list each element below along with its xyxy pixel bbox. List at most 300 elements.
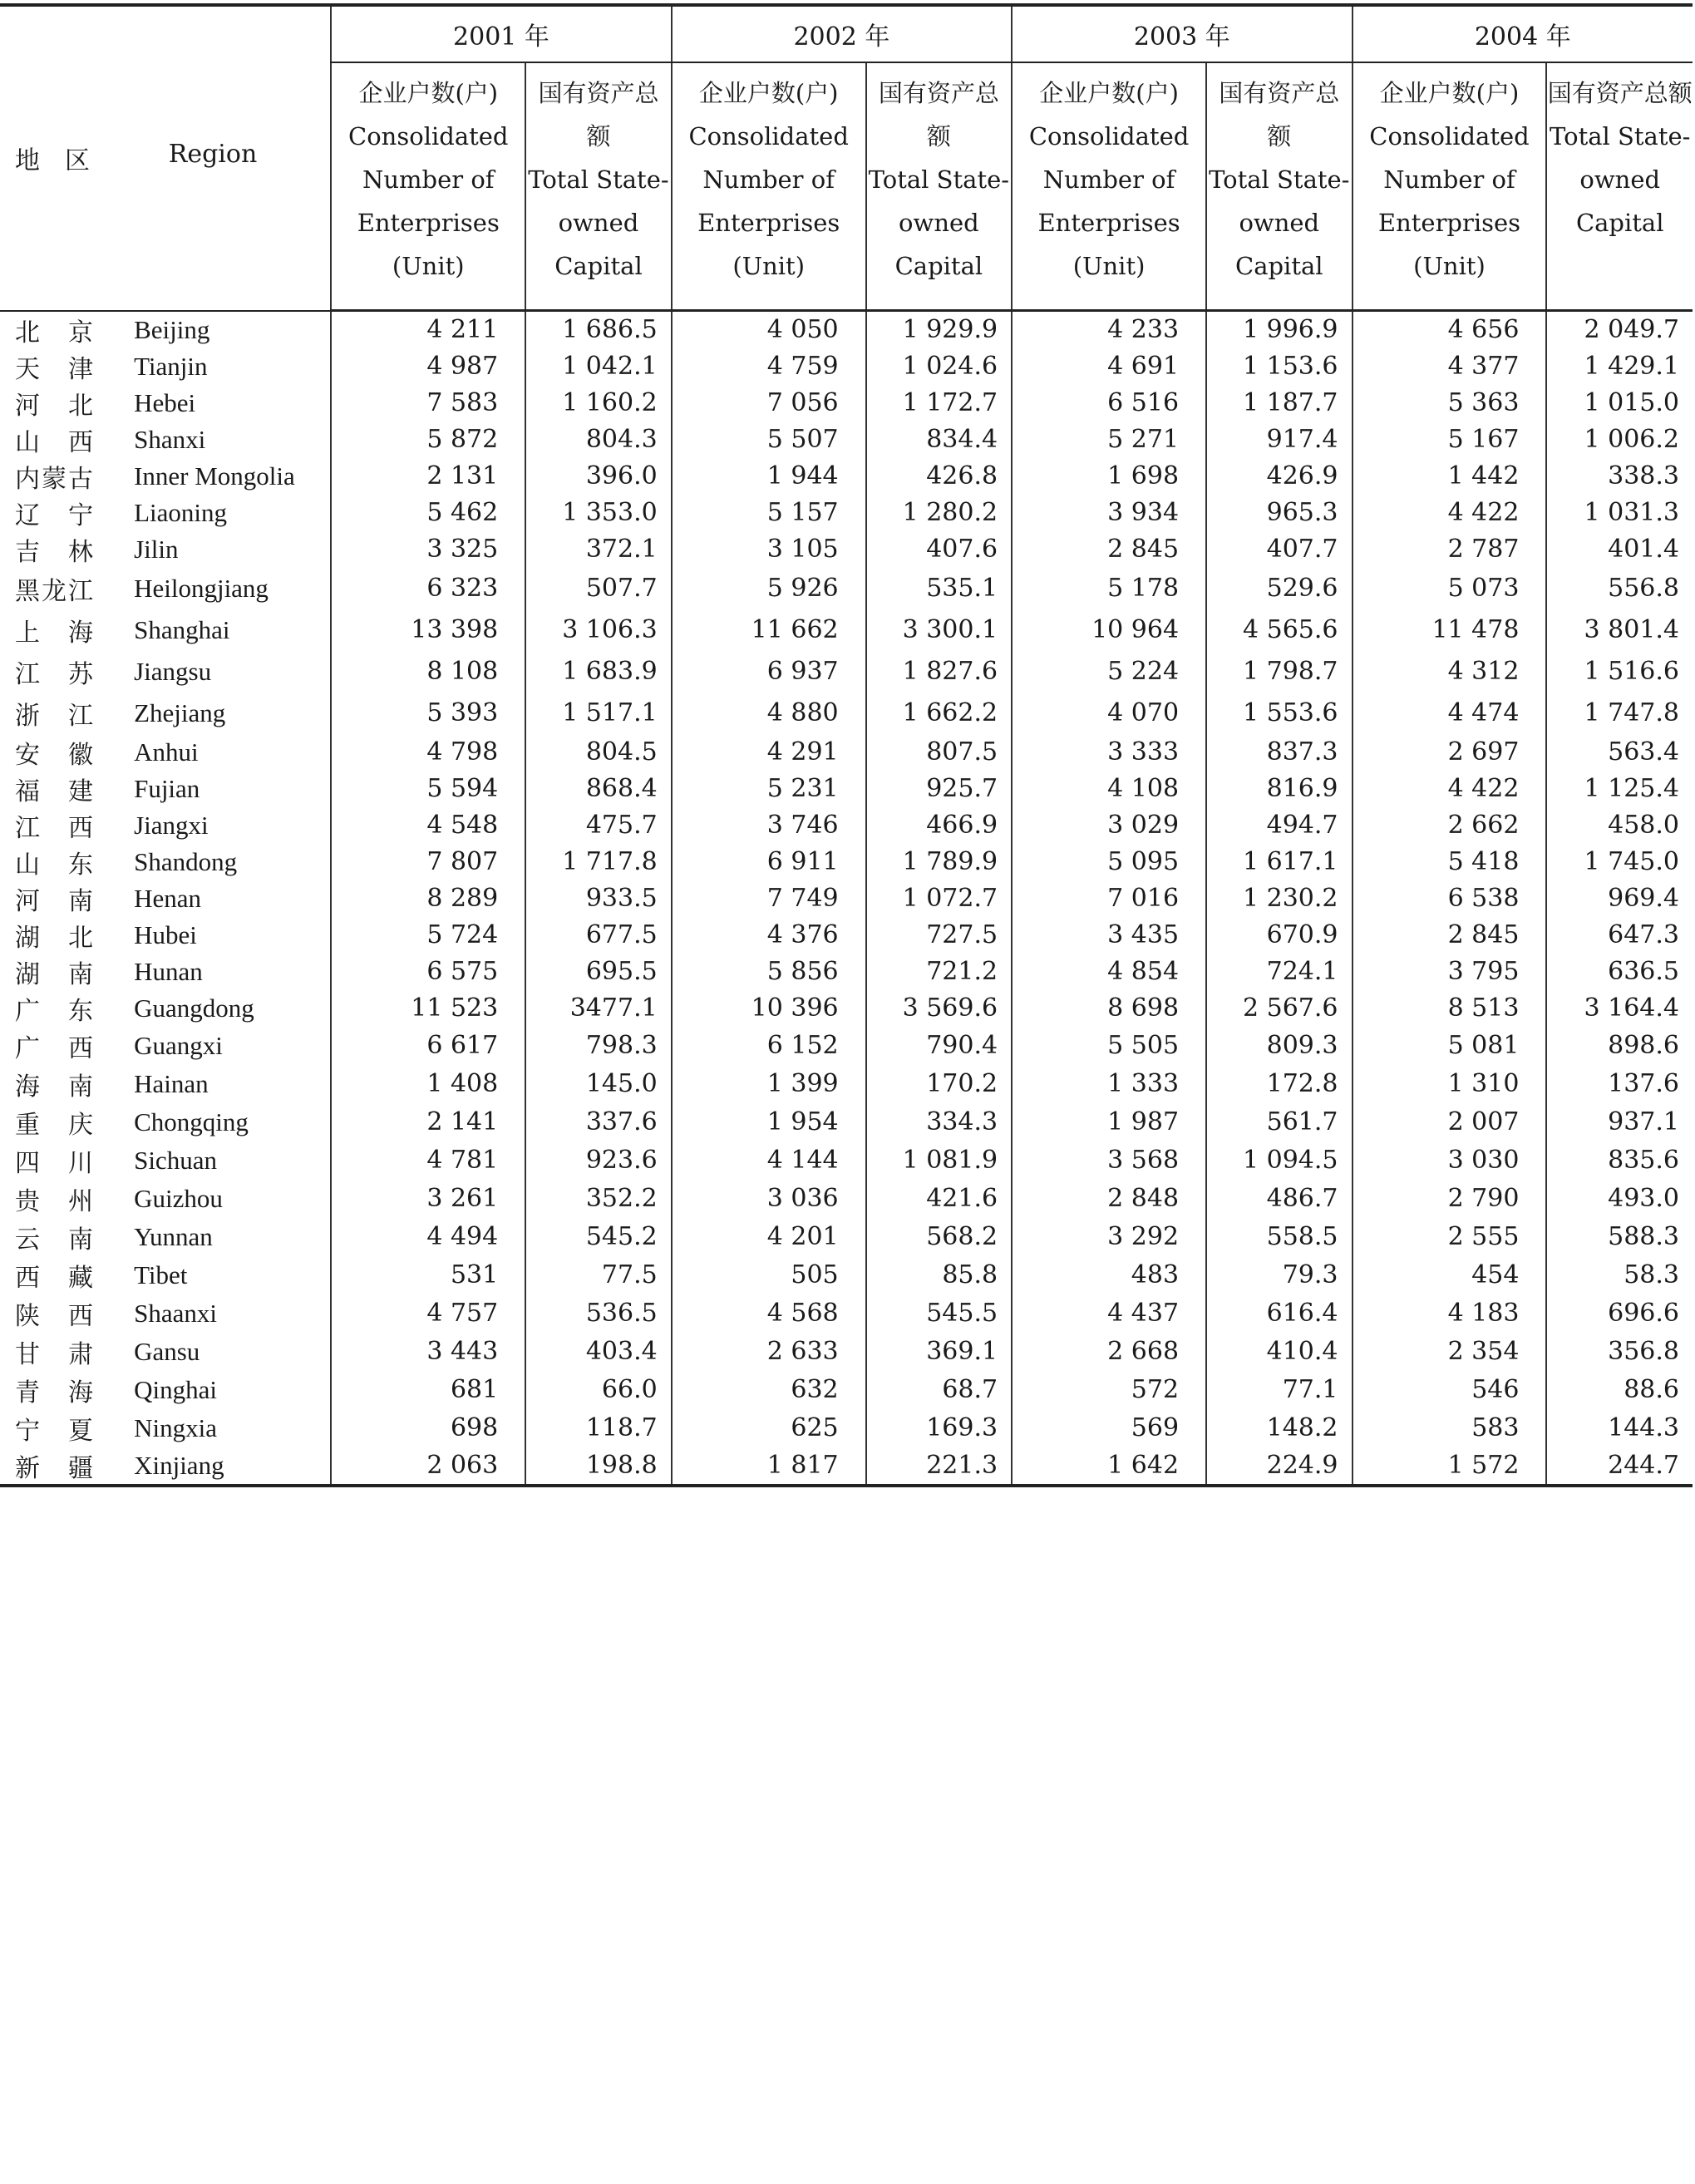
- enterprise-count-cell: 13 398: [331, 609, 525, 651]
- state-capital-cell: 545.5: [866, 1294, 1012, 1333]
- state-capital-cell: 475.7: [525, 807, 671, 844]
- enterprises-column-header: [672, 62, 866, 311]
- header-line: Enterprises: [1377, 209, 1521, 237]
- state-capital-cell: 568.2: [866, 1218, 1012, 1256]
- region-name-cn: 宁 夏: [15, 1416, 95, 1446]
- state-capital-cell: 3477.1: [525, 990, 671, 1027]
- enterprise-count-cell: 5 872: [331, 422, 525, 458]
- table-row: [0, 568, 1693, 609]
- region-name-cn: 吉 林: [15, 537, 95, 567]
- state-capital-cell: 1 353.0: [525, 495, 671, 531]
- state-capital-cell: 804.3: [525, 422, 671, 458]
- enterprise-count-cell: 483: [1012, 1256, 1206, 1294]
- header-line: 国有资产总额: [538, 79, 659, 150]
- region-name-en: Guizhou: [134, 1183, 223, 1213]
- header-line: 国有资产总额: [1219, 79, 1340, 150]
- state-capital-cell: 1 094.5: [1206, 1141, 1352, 1180]
- state-capital-cell: 721.2: [866, 954, 1012, 990]
- state-capital-cell: 965.3: [1206, 495, 1352, 531]
- enterprise-count-cell: 1 954: [672, 1103, 866, 1141]
- state-capital-cell: 137.6: [1546, 1065, 1693, 1103]
- state-capital-cell: 917.4: [1206, 422, 1352, 458]
- enterprise-count-cell: 2 845: [1353, 917, 1547, 954]
- enterprise-count-cell: 5 363: [1353, 385, 1547, 422]
- table-row: [0, 1141, 1693, 1180]
- enterprise-count-cell: 2 848: [1012, 1180, 1206, 1218]
- state-capital-cell: 421.6: [866, 1180, 1012, 1218]
- header-line: Total State-: [868, 165, 1010, 194]
- region-name-en: Zhejiang: [134, 698, 226, 727]
- enterprise-count-cell: 5 095: [1012, 844, 1206, 880]
- enterprise-count-cell: 7 807: [331, 844, 525, 880]
- region-name-cn: 广 西: [15, 1033, 95, 1063]
- state-capital-cell: 1 187.7: [1206, 385, 1352, 422]
- state-capital-cell: 1 024.6: [866, 348, 1012, 385]
- region-name-cn: 辽 宁: [15, 500, 95, 530]
- enterprises-column-header: [1353, 62, 1547, 311]
- enterprise-count-cell: 5 507: [672, 422, 866, 458]
- state-capital-cell: 1 031.3: [1546, 495, 1693, 531]
- enterprise-count-cell: 5 157: [672, 495, 866, 531]
- enterprise-count-cell: 5 081: [1353, 1027, 1547, 1065]
- enterprise-count-cell: 5 231: [672, 771, 866, 807]
- enterprise-count-cell: 3 036: [672, 1180, 866, 1218]
- state-capital-cell: 338.3: [1546, 458, 1693, 495]
- state-capital-cell: 1 516.6: [1546, 651, 1693, 693]
- region-name-en: Shandong: [134, 846, 238, 876]
- enterprise-count-cell: 5 418: [1353, 844, 1547, 880]
- header-line: Number of: [702, 165, 835, 194]
- state-capital-cell: 696.6: [1546, 1294, 1693, 1333]
- enterprise-count-cell: 505: [672, 1256, 866, 1294]
- state-capital-cell: 68.7: [866, 1371, 1012, 1409]
- table-row: [0, 531, 1693, 568]
- enterprise-count-cell: 4 548: [331, 807, 525, 844]
- state-capital-cell: 410.4: [1206, 1333, 1352, 1371]
- enterprise-count-cell: 3 261: [331, 1180, 525, 1218]
- enterprise-count-cell: 583: [1353, 1409, 1547, 1447]
- state-capital-cell: 834.4: [866, 422, 1012, 458]
- enterprise-count-cell: 2 697: [1353, 734, 1547, 771]
- region-name-cn: 北 京: [15, 318, 95, 348]
- state-capital-cell: 790.4: [866, 1027, 1012, 1065]
- enterprise-count-cell: 5 856: [672, 954, 866, 990]
- state-capital-cell: 337.6: [525, 1103, 671, 1141]
- enterprise-count-cell: 5 926: [672, 568, 866, 609]
- region-header-cn: 地 区: [15, 146, 90, 176]
- state-capital-cell: 1 798.7: [1206, 651, 1352, 693]
- state-capital-cell: 969.4: [1546, 880, 1693, 917]
- state-capital-cell: 145.0: [525, 1065, 671, 1103]
- enterprise-count-cell: 11 478: [1353, 609, 1547, 651]
- year-header-2001: 2001 年: [331, 5, 671, 62]
- enterprise-count-cell: 1 642: [1012, 1447, 1206, 1486]
- enterprise-count-cell: 10 964: [1012, 609, 1206, 651]
- table-row: [0, 734, 1693, 771]
- enterprise-count-cell: 5 393: [331, 693, 525, 734]
- state-capital-cell: 369.1: [866, 1333, 1012, 1371]
- enterprise-count-cell: 2 063: [331, 1447, 525, 1486]
- header-line: 企业户数(户): [698, 79, 839, 107]
- enterprise-count-cell: 4 656: [1353, 311, 1547, 348]
- header-line: (Unit): [1072, 252, 1146, 280]
- region-name-en: Henan: [134, 883, 201, 913]
- state-capital-cell: 837.3: [1206, 734, 1352, 771]
- table-row: [0, 1218, 1693, 1256]
- region-name-cn: 贵 州: [15, 1186, 95, 1216]
- enterprise-count-cell: 2 354: [1353, 1333, 1547, 1371]
- enterprise-count-cell: 5 594: [331, 771, 525, 807]
- state-capital-cell: 724.1: [1206, 954, 1352, 990]
- state-capital-cell: 3 300.1: [866, 609, 1012, 651]
- state-capital-cell: 925.7: [866, 771, 1012, 807]
- state-capital-cell: 835.6: [1546, 1141, 1693, 1180]
- state-capital-cell: 1 230.2: [1206, 880, 1352, 917]
- state-capital-cell: 798.3: [525, 1027, 671, 1065]
- enterprise-count-cell: 3 333: [1012, 734, 1206, 771]
- state-capital-cell: 536.5: [525, 1294, 671, 1333]
- header-line: Consolidated: [1369, 122, 1530, 150]
- enterprise-count-cell: 632: [672, 1371, 866, 1409]
- state-capital-cell: 1 042.1: [525, 348, 671, 385]
- enterprise-count-cell: 5 224: [1012, 651, 1206, 693]
- enterprises-column-header: [331, 62, 525, 311]
- region-name-en: Jiangxi: [134, 810, 209, 840]
- region-name-cn: 浙 江: [15, 701, 95, 731]
- region-name-en: Hubei: [134, 919, 197, 949]
- state-capital-cell: 77.1: [1206, 1371, 1352, 1409]
- state-capital-cell: 352.2: [525, 1180, 671, 1218]
- enterprise-count-cell: 5 073: [1353, 568, 1547, 609]
- state-capital-cell: 403.4: [525, 1333, 671, 1371]
- region-name-en: Shaanxi: [134, 1298, 217, 1328]
- enterprise-count-cell: 4 233: [1012, 311, 1206, 348]
- state-capital-cell: 118.7: [525, 1409, 671, 1447]
- state-capital-cell: 426.9: [1206, 458, 1352, 495]
- region-name-cn: 安 徽: [15, 740, 95, 770]
- table-row: [0, 609, 1693, 651]
- header-line: 国有资产总额: [878, 79, 999, 150]
- state-capital-cell: 372.1: [525, 531, 671, 568]
- enterprise-count-cell: 4 422: [1353, 771, 1547, 807]
- year-header-2004: 2004 年: [1353, 5, 1693, 62]
- header-line: Enterprises: [697, 209, 840, 237]
- enterprise-count-cell: 4 211: [331, 311, 525, 348]
- enterprise-count-cell: 4 050: [672, 311, 866, 348]
- region-name-cn: 江 西: [15, 813, 95, 843]
- year-header-2002: 2002 年: [672, 5, 1012, 62]
- enterprise-count-cell: 4 880: [672, 693, 866, 734]
- region-name-en: Shanxi: [134, 424, 206, 454]
- enterprise-count-cell: 6 575: [331, 954, 525, 990]
- state-capital-cell: 1 553.6: [1206, 693, 1352, 734]
- table-row: [0, 1371, 1693, 1409]
- state-capital-cell: 563.4: [1546, 734, 1693, 771]
- enterprise-count-cell: 4 798: [331, 734, 525, 771]
- region-name-en: Tibet: [134, 1260, 188, 1289]
- state-capital-cell: 244.7: [1546, 1447, 1693, 1486]
- enterprise-count-cell: 3 746: [672, 807, 866, 844]
- table-row: [0, 1294, 1693, 1333]
- region-name-cn: 青 海: [15, 1378, 95, 1408]
- state-capital-cell: 4 565.6: [1206, 609, 1352, 651]
- region-name-cn: 河 南: [15, 886, 95, 916]
- table-row: [0, 990, 1693, 1027]
- state-capital-cell: 1 929.9: [866, 311, 1012, 348]
- enterprise-count-cell: 681: [331, 1371, 525, 1409]
- header-line: Number of: [1042, 165, 1175, 194]
- enterprise-count-cell: 4 759: [672, 348, 866, 385]
- enterprise-count-cell: 3 030: [1353, 1141, 1547, 1180]
- enterprise-count-cell: 2 141: [331, 1103, 525, 1141]
- header-line: Total State-: [528, 165, 669, 194]
- region-name-en: Jiangsu: [134, 656, 212, 686]
- enterprise-count-cell: 6 538: [1353, 880, 1547, 917]
- table-row: [0, 693, 1693, 734]
- header-line: owned Capital: [554, 209, 643, 280]
- state-capital-cell: 1 517.1: [525, 693, 671, 734]
- enterprise-count-cell: 2 662: [1353, 807, 1547, 844]
- region-name-cn: 上 海: [15, 618, 95, 648]
- enterprise-count-cell: 3 443: [331, 1333, 525, 1371]
- enterprise-count-cell: 569: [1012, 1409, 1206, 1447]
- enterprise-count-cell: 5 724: [331, 917, 525, 954]
- region-header: [0, 5, 331, 311]
- table-row: [0, 385, 1693, 422]
- table-row: [0, 1065, 1693, 1103]
- state-capital-cell: 647.3: [1546, 917, 1693, 954]
- state-capital-cell: 1 072.7: [866, 880, 1012, 917]
- state-capital-cell: 224.9: [1206, 1447, 1352, 1486]
- state-capital-cell: 809.3: [1206, 1027, 1352, 1065]
- header-line: 企业户数(户): [1379, 79, 1520, 107]
- enterprise-count-cell: 5 462: [331, 495, 525, 531]
- state-capital-cell: 3 801.4: [1546, 609, 1693, 651]
- enterprise-count-cell: 6 516: [1012, 385, 1206, 422]
- enterprise-count-cell: 7 749: [672, 880, 866, 917]
- state-capital-cell: 670.9: [1206, 917, 1352, 954]
- enterprise-count-cell: 698: [331, 1409, 525, 1447]
- region-name-en: Qinghai: [134, 1374, 217, 1404]
- region-name-cn: 甘 肃: [15, 1339, 95, 1369]
- region-name-en: Sichuan: [134, 1145, 217, 1175]
- state-capital-cell: 1 747.8: [1546, 693, 1693, 734]
- header-line: (Unit): [732, 252, 806, 280]
- header-line: owned Capital: [1235, 209, 1323, 280]
- enterprise-count-cell: 2 845: [1012, 531, 1206, 568]
- header-line: owned Capital: [894, 209, 983, 280]
- enterprise-count-cell: 4 070: [1012, 693, 1206, 734]
- state-capital-cell: 2 567.6: [1206, 990, 1352, 1027]
- enterprise-count-cell: 4 201: [672, 1218, 866, 1256]
- state-capital-cell: 535.1: [866, 568, 1012, 609]
- state-capital-cell: 507.7: [525, 568, 671, 609]
- state-capital-cell: 868.4: [525, 771, 671, 807]
- state-capital-cell: 1 125.4: [1546, 771, 1693, 807]
- region-name-en: Inner Mongolia: [134, 461, 295, 491]
- enterprise-count-cell: 6 937: [672, 651, 866, 693]
- enterprise-count-cell: 3 568: [1012, 1141, 1206, 1180]
- enterprise-count-cell: 5 505: [1012, 1027, 1206, 1065]
- table-row: [0, 1180, 1693, 1218]
- state-capital-cell: 88.6: [1546, 1371, 1693, 1409]
- header-line: 国有资产总额: [1547, 79, 1693, 107]
- state-capital-cell: 198.8: [525, 1447, 671, 1486]
- enterprise-count-cell: 3 105: [672, 531, 866, 568]
- table-row: [0, 458, 1693, 495]
- state-capital-cell: 588.3: [1546, 1218, 1693, 1256]
- enterprise-count-cell: 531: [331, 1256, 525, 1294]
- table-row: [0, 422, 1693, 458]
- state-capital-cell: 2 049.7: [1546, 311, 1693, 348]
- state-capital-cell: 1 006.2: [1546, 422, 1693, 458]
- state-capital-cell: 561.7: [1206, 1103, 1352, 1141]
- enterprises-column-header: [1012, 62, 1206, 311]
- enterprise-count-cell: 4 474: [1353, 693, 1547, 734]
- enterprise-count-cell: 10 396: [672, 990, 866, 1027]
- enterprise-count-cell: 5 167: [1353, 422, 1547, 458]
- state-capital-cell: 486.7: [1206, 1180, 1352, 1218]
- state-capital-cell: 1 429.1: [1546, 348, 1693, 385]
- state-capital-cell: 356.8: [1546, 1333, 1693, 1371]
- table-header: [0, 5, 1693, 311]
- header-line: (Unit): [1413, 252, 1486, 280]
- state-capital-cell: 807.5: [866, 734, 1012, 771]
- state-capital-cell: 3 106.3: [525, 609, 671, 651]
- state-owned-enterprises-table: [0, 3, 1693, 1487]
- enterprise-count-cell: 4 377: [1353, 348, 1547, 385]
- state-capital-cell: 727.5: [866, 917, 1012, 954]
- state-capital-cell: 898.6: [1546, 1027, 1693, 1065]
- table-row: [0, 771, 1693, 807]
- state-capital-cell: 1 153.6: [1206, 348, 1352, 385]
- state-capital-cell: 401.4: [1546, 531, 1693, 568]
- state-capital-cell: 1 789.9: [866, 844, 1012, 880]
- region-name-cn: 福 建: [15, 776, 95, 806]
- table-row: [0, 1447, 1693, 1486]
- state-capital-cell: 79.3: [1206, 1256, 1352, 1294]
- table-row: [0, 807, 1693, 844]
- state-capital-cell: 77.5: [525, 1256, 671, 1294]
- state-capital-cell: 1 686.5: [525, 311, 671, 348]
- enterprise-count-cell: 8 289: [331, 880, 525, 917]
- state-capital-cell: 1 827.6: [866, 651, 1012, 693]
- enterprise-count-cell: 1 408: [331, 1065, 525, 1103]
- state-capital-cell: 170.2: [866, 1065, 1012, 1103]
- enterprise-count-cell: 4 312: [1353, 651, 1547, 693]
- enterprise-count-cell: 8 698: [1012, 990, 1206, 1027]
- region-name-cn: 新 疆: [0, 1447, 109, 1486]
- region-name-en: Anhui: [134, 737, 199, 767]
- region-name-en: Beijing: [134, 314, 210, 344]
- enterprise-count-cell: 6 911: [672, 844, 866, 880]
- enterprise-count-cell: 4 494: [331, 1218, 525, 1256]
- capital-column-header: [1206, 62, 1352, 311]
- state-capital-cell: 933.5: [525, 880, 671, 917]
- enterprise-count-cell: 1 333: [1012, 1065, 1206, 1103]
- state-capital-cell: 558.5: [1206, 1218, 1352, 1256]
- enterprise-count-cell: 8 108: [331, 651, 525, 693]
- capital-column-header: [525, 62, 671, 311]
- region-name-en: Tianjin: [134, 351, 208, 381]
- region-name-en: Yunnan: [134, 1221, 213, 1251]
- region-name-cn: 山 东: [15, 850, 95, 880]
- enterprise-count-cell: 2 555: [1353, 1218, 1547, 1256]
- region-name-cn: 山 西: [15, 427, 95, 457]
- enterprise-count-cell: 1 399: [672, 1065, 866, 1103]
- state-capital-cell: 3 569.6: [866, 990, 1012, 1027]
- region-name-cn: 海 南: [15, 1072, 95, 1102]
- state-capital-cell: 3 164.4: [1546, 990, 1693, 1027]
- state-capital-cell: 1 996.9: [1206, 311, 1352, 348]
- region-name-en: Chongqing: [134, 1107, 249, 1136]
- region-name-cn: 西 藏: [15, 1263, 95, 1293]
- state-capital-cell: 804.5: [525, 734, 671, 771]
- state-capital-cell: 494.7: [1206, 807, 1352, 844]
- region-name-en: Heilongjiang: [134, 573, 269, 603]
- enterprise-count-cell: 4 144: [672, 1141, 866, 1180]
- state-capital-cell: 1 683.9: [525, 651, 671, 693]
- enterprise-count-cell: 1 310: [1353, 1065, 1547, 1103]
- enterprise-count-cell: 4 183: [1353, 1294, 1547, 1333]
- table-row: [0, 880, 1693, 917]
- enterprise-count-cell: 3 934: [1012, 495, 1206, 531]
- state-capital-cell: 493.0: [1546, 1180, 1693, 1218]
- enterprise-count-cell: 1 987: [1012, 1103, 1206, 1141]
- enterprise-count-cell: 4 781: [331, 1141, 525, 1180]
- region-name-en: Hainan: [134, 1068, 209, 1098]
- region-name-cn: 陕 西: [15, 1301, 95, 1331]
- state-capital-cell: 923.6: [525, 1141, 671, 1180]
- enterprise-count-cell: 11 662: [672, 609, 866, 651]
- header-line: Number of: [362, 165, 495, 194]
- region-name-cn: 云 南: [15, 1225, 95, 1255]
- region-name-cn: 天 津: [15, 354, 95, 384]
- header-line: 企业户数(户): [1039, 79, 1179, 107]
- enterprise-count-cell: 2 668: [1012, 1333, 1206, 1371]
- table-row: [0, 651, 1693, 693]
- state-capital-cell: 1 617.1: [1206, 844, 1352, 880]
- enterprise-count-cell: 4 691: [1012, 348, 1206, 385]
- table-row: [0, 1027, 1693, 1065]
- enterprise-count-cell: 4 854: [1012, 954, 1206, 990]
- enterprise-count-cell: 1 944: [672, 458, 866, 495]
- region-name-en: Gansu: [134, 1336, 200, 1366]
- enterprise-count-cell: 2 007: [1353, 1103, 1547, 1141]
- header-line: (Unit): [392, 252, 465, 280]
- state-capital-cell: 1 745.0: [1546, 844, 1693, 880]
- enterprise-count-cell: 3 029: [1012, 807, 1206, 844]
- header-line: Total State-: [1550, 122, 1691, 150]
- region-name-en: Ningxia: [134, 1412, 217, 1442]
- table-row: [0, 844, 1693, 880]
- state-capital-cell: 1 662.2: [866, 693, 1012, 734]
- region-header-en: Region: [168, 140, 258, 170]
- table-row: [0, 1333, 1693, 1371]
- region-name-cn: 湖 北: [15, 923, 95, 953]
- state-capital-cell: 616.4: [1206, 1294, 1352, 1333]
- enterprise-count-cell: 454: [1353, 1256, 1547, 1294]
- region-name-cn: 江 苏: [15, 659, 95, 689]
- region-name-en: Liaoning: [134, 497, 227, 527]
- enterprise-count-cell: 1 817: [672, 1447, 866, 1486]
- table-row: [0, 954, 1693, 990]
- enterprise-count-cell: 2 790: [1353, 1180, 1547, 1218]
- enterprise-count-cell: 6 617: [331, 1027, 525, 1065]
- state-capital-cell: 1 015.0: [1546, 385, 1693, 422]
- region-name-en: Jilin: [134, 534, 179, 564]
- state-capital-cell: 1 160.2: [525, 385, 671, 422]
